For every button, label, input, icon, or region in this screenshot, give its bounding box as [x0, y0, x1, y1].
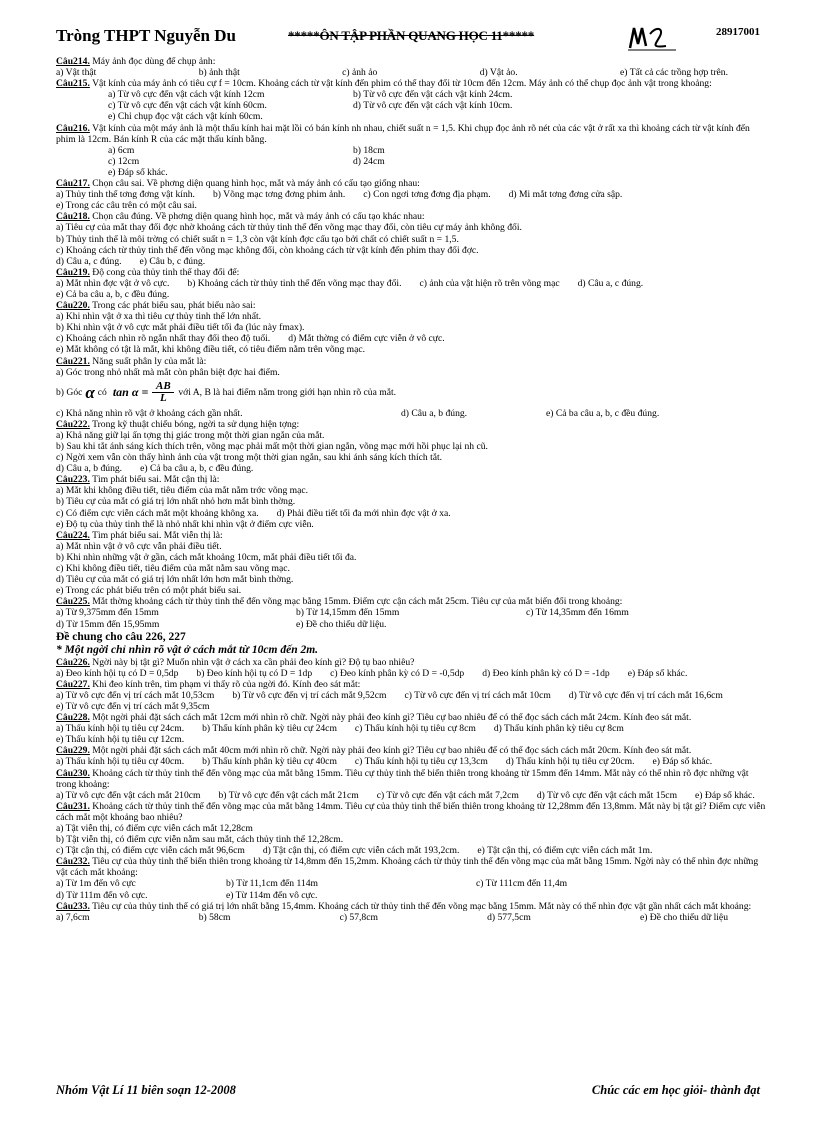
answer-option: d) Vật ảo. — [479, 67, 518, 79]
question-block — [56, 679, 768, 712]
footer-wish: Chúc các em học giỏi- thành đạt — [591, 1083, 760, 1097]
questions-content — [56, 56, 768, 923]
question-block — [56, 768, 768, 801]
answer-option: c) Ngời xem vẫn còn thấy hình ảnh của vật trong một thời gian ngắn, sau khi ánh sáng kích thích tắt. — [56, 452, 443, 464]
answer-option: a) Tiêu cự của mắt thay đổi đợc nhờ khoảng cách từ thủy tinh thể đến võng mạc thay đổi, còn tiêu cự máy ảnh không đổi. — [56, 222, 522, 234]
answer-option: e) Cả ba câu a, b, c đều đúng. — [140, 463, 254, 475]
formula-prefix: b) Góc — [56, 387, 83, 399]
question-block — [56, 419, 768, 474]
question-number: Câu217. — [56, 178, 90, 190]
answer-option: a) Từ 9,375mm đến 15mm — [56, 607, 159, 619]
answer-list — [56, 756, 768, 767]
answer-list — [56, 367, 768, 378]
question-stem — [56, 123, 768, 145]
answer-option: d) Tật cận thị, có điểm cực viễn cách mắt 193,2cm. — [262, 845, 460, 857]
answer-option: d) Từ 15mm đến 15,95mm — [56, 618, 160, 630]
question-stem — [56, 211, 768, 222]
answer-option: a) Khả năng giữ lại ấn tợng thị giác trong một thời gian ngắn của mắt. — [56, 429, 325, 441]
answer-option: e) Đề cho thiếu dữ liệu — [639, 911, 728, 923]
answer-option: b) Sau khi tắt ánh sáng kích thích trên, võng mạc phải mất một thời gian ngắn, võng mạc mới hồi phục lại nh cũ. — [56, 441, 488, 452]
answer-list — [56, 723, 768, 745]
signature-logo-icon — [626, 22, 678, 52]
question-stem — [56, 419, 768, 430]
formula-mid: có — [97, 387, 107, 399]
question-number: Câu215. — [56, 78, 90, 90]
answer-option: b) Khi nhìn vật ở vô cực mắt phải điều tiết tối đa (lúc này fmax). — [56, 322, 305, 334]
question-text: Một ngời phải đặt sách cách mắt 12cm mới nhìn rõ chữ. Ngời này phải đeo kính gì? Tiêu cự bao nhiêu để có thể đọc sách cách mắt 24cm. Kính đeo sát mắt. — [92, 712, 692, 724]
answer-option: b) Thấu kính phân kỳ tiêu cự 24cm — [202, 723, 337, 735]
answer-option: e) Từ 114m đến vô cực. — [226, 889, 318, 901]
question-text: Tìm phát biểu sai. Mắt viễn thị là: — [92, 529, 223, 541]
answer-option: c) Từ vô cực đến vị trí cách mắt 10cm — [404, 689, 551, 701]
answer-grid — [56, 89, 768, 122]
answer-option: c) Khoảng cách nhìn rõ ngắn nhất thay đổi theo độ tuổi. — [56, 333, 271, 345]
answer-row — [56, 912, 768, 923]
question-number: Câu228. — [56, 712, 90, 724]
question-stem — [56, 712, 768, 723]
question-stem — [56, 679, 768, 690]
fraction-numerator: AB — [155, 380, 171, 393]
answer-option: d) Từ vô cực đến vật cách mắt 15cm — [536, 789, 678, 801]
answer-row — [56, 67, 768, 78]
answer-option: d) Thấu kính phân kỳ tiêu cự 8cm — [493, 723, 624, 735]
fraction — [152, 381, 174, 404]
document-code: 28917001 — [716, 26, 760, 38]
question-text: Tiêu cự của thủy tinh thể biến thiên trong khoảng từ 14,8mm đến 15,2mm. Khoảng cách từ thủy tinh thể đến võng mạc của mắt bằng 15mm. Ngời này có thể nhìn đợc những vật cách mắt khoảng: — [56, 856, 759, 879]
question-stem — [56, 530, 768, 541]
question-stem — [56, 356, 768, 367]
answer-option: b) Từ 11,1cm đến 114m — [226, 878, 318, 890]
question-stem — [56, 768, 768, 790]
answer-option: b) Khi nhìn những vật ở gần, cách mắt khoảng 10cm, mắt phải điều tiết tối đa. — [56, 551, 357, 563]
answer-option: c) Đeo kính phân kỳ có D = -0,5dp — [330, 667, 465, 679]
answer-list — [56, 485, 768, 529]
answer-list — [56, 311, 768, 355]
question-number: Câu214. — [56, 56, 90, 67]
question-stem — [56, 657, 768, 668]
answer-option: e) Đề cho thiếu dữ liệu. — [296, 618, 387, 630]
question-text: Tìm phát biểu sai. Mắt cận thị là: — [92, 474, 220, 486]
question-stem — [56, 596, 768, 607]
answer-grid — [56, 145, 768, 178]
question-block — [56, 211, 768, 266]
question-stem — [56, 267, 768, 278]
answer-option: c) Khi không điều tiết, tiêu điểm của mắt nằm sau võng mạc. — [56, 563, 290, 575]
answer-option: c) Có điểm cực viễn cách mắt một khoảng không xa. — [56, 507, 259, 519]
answer-list — [56, 278, 768, 300]
answer-option: b) Tật viễn thị, có điểm cực viễn nằm sau mắt, cách thủy tinh thể 12,28cm. — [56, 834, 344, 846]
answer-option: e) Từ vô cực đến vị trí cách mắt 9,35cm — [56, 700, 210, 712]
question-block — [56, 300, 768, 355]
answer-option: d) Câu a, c đúng. — [56, 255, 122, 267]
question-text: Trong kỹ thuật chiếu bóng, ngời ta sử dụng hiện tợng: — [92, 418, 300, 430]
school-name: Tròng THPT Nguyễn Du — [56, 26, 236, 45]
alpha-symbol: α — [85, 383, 95, 403]
answer-option: c) Từ vô cực đến vật cách mắt 7,2cm — [376, 789, 519, 801]
answer-option: d) Câu a, b đúng. — [56, 463, 123, 475]
question-number: Câu226. — [56, 656, 90, 668]
answer-option: e) Đáp số khác. — [627, 667, 688, 679]
question-number: Câu230. — [56, 767, 90, 779]
question-text: Ngời này bị tật gì? Muốn nhìn vật ở cách xa cần phải đeo kính gì? Độ tụ bao nhiêu? — [92, 656, 415, 668]
question-number: Câu232. — [56, 856, 90, 868]
question-text: Chọn câu đúng. Về phơng diện quang hình học, mắt và máy ảnh có cấu tạo khác nhau: — [92, 211, 425, 223]
question-number: Câu222. — [56, 418, 90, 430]
answer-option: b) Thấu kính phân kỳ tiêu cự 40cm — [202, 756, 337, 768]
question-block — [56, 657, 768, 679]
answer-grid — [56, 607, 768, 629]
answer-option: a) Từ vô cực đến vị trí cách mắt 10,53cm — [56, 689, 215, 701]
answer-option: e) Độ tụ của thủy tinh thể là nhỏ nhất khi nhìn vật ở điểm cực viễn. — [56, 518, 314, 530]
answer-option: e) Thấu kính hội tụ tiêu cự 12cm. — [56, 734, 185, 746]
answer-option: c) Từ vô cực đến vật cách vật kính 60cm. — [108, 100, 267, 112]
page-header — [56, 22, 760, 54]
answer-option: b) Võng mạc tơng đơng phim ảnh. — [212, 189, 346, 201]
answer-list — [56, 690, 768, 712]
answer-option: d) Từ 111m đến vô cực. — [56, 889, 148, 901]
question-block — [56, 123, 768, 178]
answer-list — [56, 222, 768, 266]
answer-list — [56, 668, 768, 679]
answer-option: c) Tật cận thị, có điểm cực viễn cách mắt 96,6cm — [56, 845, 245, 857]
answer-option: c) Thấu kính hội tụ tiêu cự 8cm — [354, 723, 476, 735]
answer-option: b) Khoảng cách từ thủy tinh thể đến võng mạc thay đổi. — [187, 277, 402, 289]
answer-option: c) ảnh của vật hiện rõ trên võng mạc — [419, 277, 560, 289]
answer-list — [56, 823, 768, 856]
footer-author: Nhóm Vật Lí 11 biên soạn 12-2008 — [56, 1083, 236, 1097]
answer-option: e) Trong các phát biểu trên có một phát biểu sai. — [56, 585, 242, 597]
answer-option: e) Chỉ chụp đọc vật cách vật kính 60cm. — [108, 111, 263, 123]
answer-option: a) Góc trong nhỏ nhất mà mắt còn phân biệt đợc hai điểm. — [56, 366, 280, 378]
answer-option: e) Cả ba câu a, b, c đều đúng. — [546, 407, 660, 419]
question-block — [56, 267, 768, 300]
question-number: Câu223. — [56, 474, 90, 486]
answer-option: d) Câu a, b đúng. — [401, 407, 468, 419]
answer-option: a) Từ 1m đến vô cực — [56, 878, 136, 890]
answer-option: c) Từ 14,35mm đến 16mm — [526, 607, 629, 619]
answer-option: a) Từ vô cực đến vật cách vật kính 12cm — [108, 89, 265, 101]
question-block — [56, 530, 768, 597]
question-block — [56, 178, 768, 211]
question-stem — [56, 56, 768, 67]
answer-option: e) Câu b, c đúng. — [139, 255, 206, 267]
question-text: Năng suất phân ly của mắt là: — [92, 355, 207, 367]
question-stem — [56, 901, 768, 912]
answer-list — [56, 189, 768, 211]
answer-option: c) ảnh ảo — [342, 67, 378, 79]
answer-option: d) Mi mắt tơng đơng cửa sập. — [508, 189, 623, 201]
answer-option: b) ảnh thật — [198, 67, 240, 79]
answer-option: a) Vật thật — [56, 67, 97, 79]
question-number: Câu233. — [56, 900, 90, 912]
answer-option: d) Phải điều tiết tối đa mới nhìn đợc vật ở xa. — [276, 507, 451, 519]
question-stem — [56, 300, 768, 311]
answer-option: c) Khoảng cách từ thủy tinh thể đến võng mạc không đổi, còn khoảng cách từ vật kính đến phim thay đổi đợc. — [56, 244, 479, 256]
question-number: Câu229. — [56, 745, 90, 757]
answer-option: a) Từ vô cực đến vật cách mắt 210cm — [56, 789, 201, 801]
question-stem — [56, 801, 768, 823]
question-number: Câu224. — [56, 529, 90, 541]
question-stem — [56, 178, 768, 189]
answer-option: e) Tất cả các trồng hợp trên. — [620, 67, 728, 79]
question-text: Khoảng cách từ thủy tinh thể đến võng mạc của mắt bằng 14mm. Tiêu cự của thủy tinh thể biến thiên trong khoảng từ 12,28mm đến 13,8mm. Mắt này bị tật gì? Điểm cực viễn cách mắt một khoảng bao nhiêu? — [56, 800, 766, 823]
answer-option: a) 7,6cm — [56, 911, 90, 923]
answer-option: b) Tiêu cự của mắt có giá trị lớn nhất nhỏ hơn mắt bình thờng. — [56, 496, 296, 508]
answer-option: a) Thấu kính hội tụ tiêu cự 24cm. — [56, 723, 185, 735]
answer-row — [56, 408, 768, 419]
answer-option: e) Đáp số khác. — [652, 756, 713, 768]
answer-option: d) Thấu kính hội tụ tiêu cự 20cm. — [505, 756, 635, 768]
question-number: Câu221. — [56, 355, 90, 367]
question-stem — [56, 745, 768, 756]
question-text: Khoảng cách từ thủy tinh thể đến võng mạc của mắt bằng 15mm. Tiêu cự thủy tinh thể biến thiên trong khoảng từ 15mm đến 14mm. Mắt này có thể nhìn rõ đợc những vật trong khoảng: — [56, 767, 749, 790]
question-block — [56, 596, 768, 629]
answer-option: b) Từ vô cực đến vật cách mắt 21cm — [218, 789, 359, 801]
answer-option: e) Đáp số khác. — [108, 166, 168, 178]
answer-option: a) Khi nhìn vật ở xa thì tiêu cự thủy tinh thể lớn nhất. — [56, 311, 262, 323]
question-block — [56, 356, 768, 378]
tan-expression: tan α = — [112, 385, 149, 400]
answer-option: c) 57,8cm — [339, 911, 378, 923]
question-number: Câu218. — [56, 211, 90, 223]
question-block — [56, 78, 768, 122]
question-block — [56, 56, 768, 78]
answer-option: c) Khả năng nhìn rõ vật ở khoảng cách gần nhất. — [56, 407, 243, 419]
question-block — [56, 745, 768, 767]
question-text: Độ cong của thủy tinh thể thay đổi để: — [92, 266, 240, 278]
question-text: Chọn câu sai. Về phơng diện quang hình học, mắt và máy ảnh có cấu tạo giống nhau: — [92, 178, 420, 190]
answer-option: a) Mắt khi không điều tiết, tiêu điểm của mắt nằm trớc võng mạc. — [56, 485, 309, 497]
question-number: Câu216. — [56, 122, 90, 134]
answer-option: d) Đeo kính phân kỳ có D = -1dp — [482, 667, 610, 679]
answer-option: b) Từ vô cực đến vị trí cách mắt 9,52cm — [232, 689, 387, 701]
answer-list — [56, 541, 768, 596]
answer-option: d) Tiêu cự của mắt có giá trị lớn nhất lớn hơn mắt bình thờng. — [56, 574, 294, 586]
answer-option: e) Mắt không có tật là mắt, khi không điều tiết, có tiêu điểm nằm trên võng mạc. — [56, 344, 366, 356]
answer-list — [56, 430, 768, 474]
answer-option: a) Mắt nhìn vật ở vô cực vẫn phải điều tiết. — [56, 540, 222, 552]
answer-option: d) 24cm — [353, 155, 385, 167]
section-subtitle: * Một ngời chỉ nhìn rõ vật ở cách mắt từ 10cm đến 2m. — [56, 643, 319, 656]
section-title: Đề chung cho câu 226, 227 — [56, 630, 186, 643]
answer-option: b) 18cm — [353, 144, 385, 156]
question-text: Khi đeo kính trên, tìm phạm vi thấy rõ của ngời đó. Kính đeo sát mắt: — [92, 678, 361, 690]
answer-option: a) Thủy tinh thể tơng đơng vật kính. — [56, 189, 195, 201]
question-block — [56, 856, 768, 900]
answer-option: d) Câu a, c đúng. — [577, 277, 644, 289]
question-text: Máy ảnh đọc dùng để chụp ảnh: — [92, 56, 216, 67]
document-title: *****ÔN TẬP PHẦN QUANG HỌC 11***** — [288, 28, 535, 43]
answer-option: a) Thấu kính hội tụ tiêu cự 40cm. — [56, 756, 185, 768]
formula-suffix: với A, B là hai điểm nằm trong giới hạn nhìn rõ của mắt. — [178, 387, 397, 399]
answer-option: b) Thủy tinh thể là môi trờng có chiết suất n = 1,3 còn vật kính đợc cấu tạo bởi chất có chiết suất n = 1,5. — [56, 233, 459, 245]
answer-option: c) Thấu kính hội tụ tiêu cự 13,3cm — [354, 756, 488, 768]
answer-option: a) 6cm — [108, 144, 135, 156]
question-block — [56, 474, 768, 529]
formula-line — [56, 378, 768, 408]
question-stem — [56, 78, 768, 89]
question-text: Mắt thờng khoảng cách từ thủy tinh thể đến võng mạc bằng 15mm. Điểm cực cận cách mắt 25cm. Tiêu cự của mắt biến đổi trong khoảng: — [92, 596, 623, 608]
question-number: Câu219. — [56, 266, 90, 278]
answer-option: d) Từ vô cực đến vật cách vật kính 10cm. — [353, 100, 513, 112]
answer-option: a) Mắt nhìn đợc vật ở vô cực. — [56, 277, 170, 289]
question-block — [56, 901, 768, 923]
question-number: Câu220. — [56, 300, 90, 312]
answer-option: c) Từ 111cm đến 11,4m — [476, 878, 568, 890]
answer-option: b) 58cm — [198, 911, 231, 923]
answer-option: b) Đeo kính hội tụ có D = 1dp — [196, 667, 313, 679]
question-block — [56, 801, 768, 856]
answer-option: d) 577,5cm — [487, 911, 531, 923]
answer-grid — [56, 878, 768, 900]
question-block — [56, 712, 768, 745]
answer-option: c) 12cm — [108, 155, 140, 167]
answer-option: b) Từ vô cực đến vật cách vật kính 24cm. — [353, 89, 513, 101]
question-text: Vật kính của máy ảnh có tiêu cự f = 10cm. Khoảng cách từ vật kính đến phim có thể thay đổi từ 10cm đến 12cm. Máy ảnh có thể chụp đọc ảnh vật trong khoảng: — [92, 78, 712, 90]
answer-option: b) Từ 14,15mm đến 15mm — [296, 607, 400, 619]
answer-option: d) Từ vô cực đến vị trí cách mắt 16,6cm — [568, 689, 723, 701]
answer-option: a) Tật viễn thị, có điểm cực viễn cách mắt 12,28cm — [56, 823, 253, 834]
question-number: Câu231. — [56, 800, 90, 812]
question-stem — [56, 856, 768, 878]
question-stem — [56, 474, 768, 485]
question-text: Vật kính của một máy ảnh là một thấu kính hai mặt lồi có bán kính nh nhau, chiết suất n = 1,5. Khi chụp đọc ảnh rõ nét của các vật ở rất xa thì khoảng cách từ vật kính đến phim là 12cm. Bán kính R của các mặt thấu kính bằng. — [56, 122, 750, 145]
answer-option: e) Đáp số khác. — [695, 789, 755, 801]
answer-option: a) Đeo kính hội tụ có D = 0,5dp — [56, 667, 179, 679]
fraction-denominator: L — [159, 392, 167, 405]
answer-option: e) Tật cận thị, có điểm cực viễn cách mắt 1m. — [477, 845, 653, 857]
answer-option: e) Cả ba câu a, b, c đều đúng. — [56, 288, 170, 300]
answer-option: d) Mắt thờng có điểm cực viễn ở vô cực. — [288, 333, 445, 345]
question-text: Một ngời phải đặt sách cách mắt 40cm mới nhìn rõ chữ. Ngời này phải đeo kính gì? Tiêu cự bao nhiêu để có thể đọc sách cách mắt 20cm. Kính đeo sát mắt. — [92, 745, 692, 757]
answer-option: c) Con ngơi tơng đơng địa phạm. — [363, 189, 491, 201]
answer-option: e) Trong các câu trên có một câu sai. — [56, 200, 197, 212]
question-number: Câu227. — [56, 678, 90, 690]
answer-list — [56, 790, 768, 801]
question-number: Câu225. — [56, 596, 90, 608]
question-text: Trong các phát biểu sau, phát biểu nào sai: — [92, 300, 256, 312]
question-text: Tiêu cự của thủy tinh thể có giá trị lớn nhất bằng 15,4mm. Khoảng cách từ thủy tinh thể đến võng mạc bằng 15mm. Mắt này có thể nhìn đợc vật gần nhất cách mắt khoảng: — [92, 900, 752, 912]
